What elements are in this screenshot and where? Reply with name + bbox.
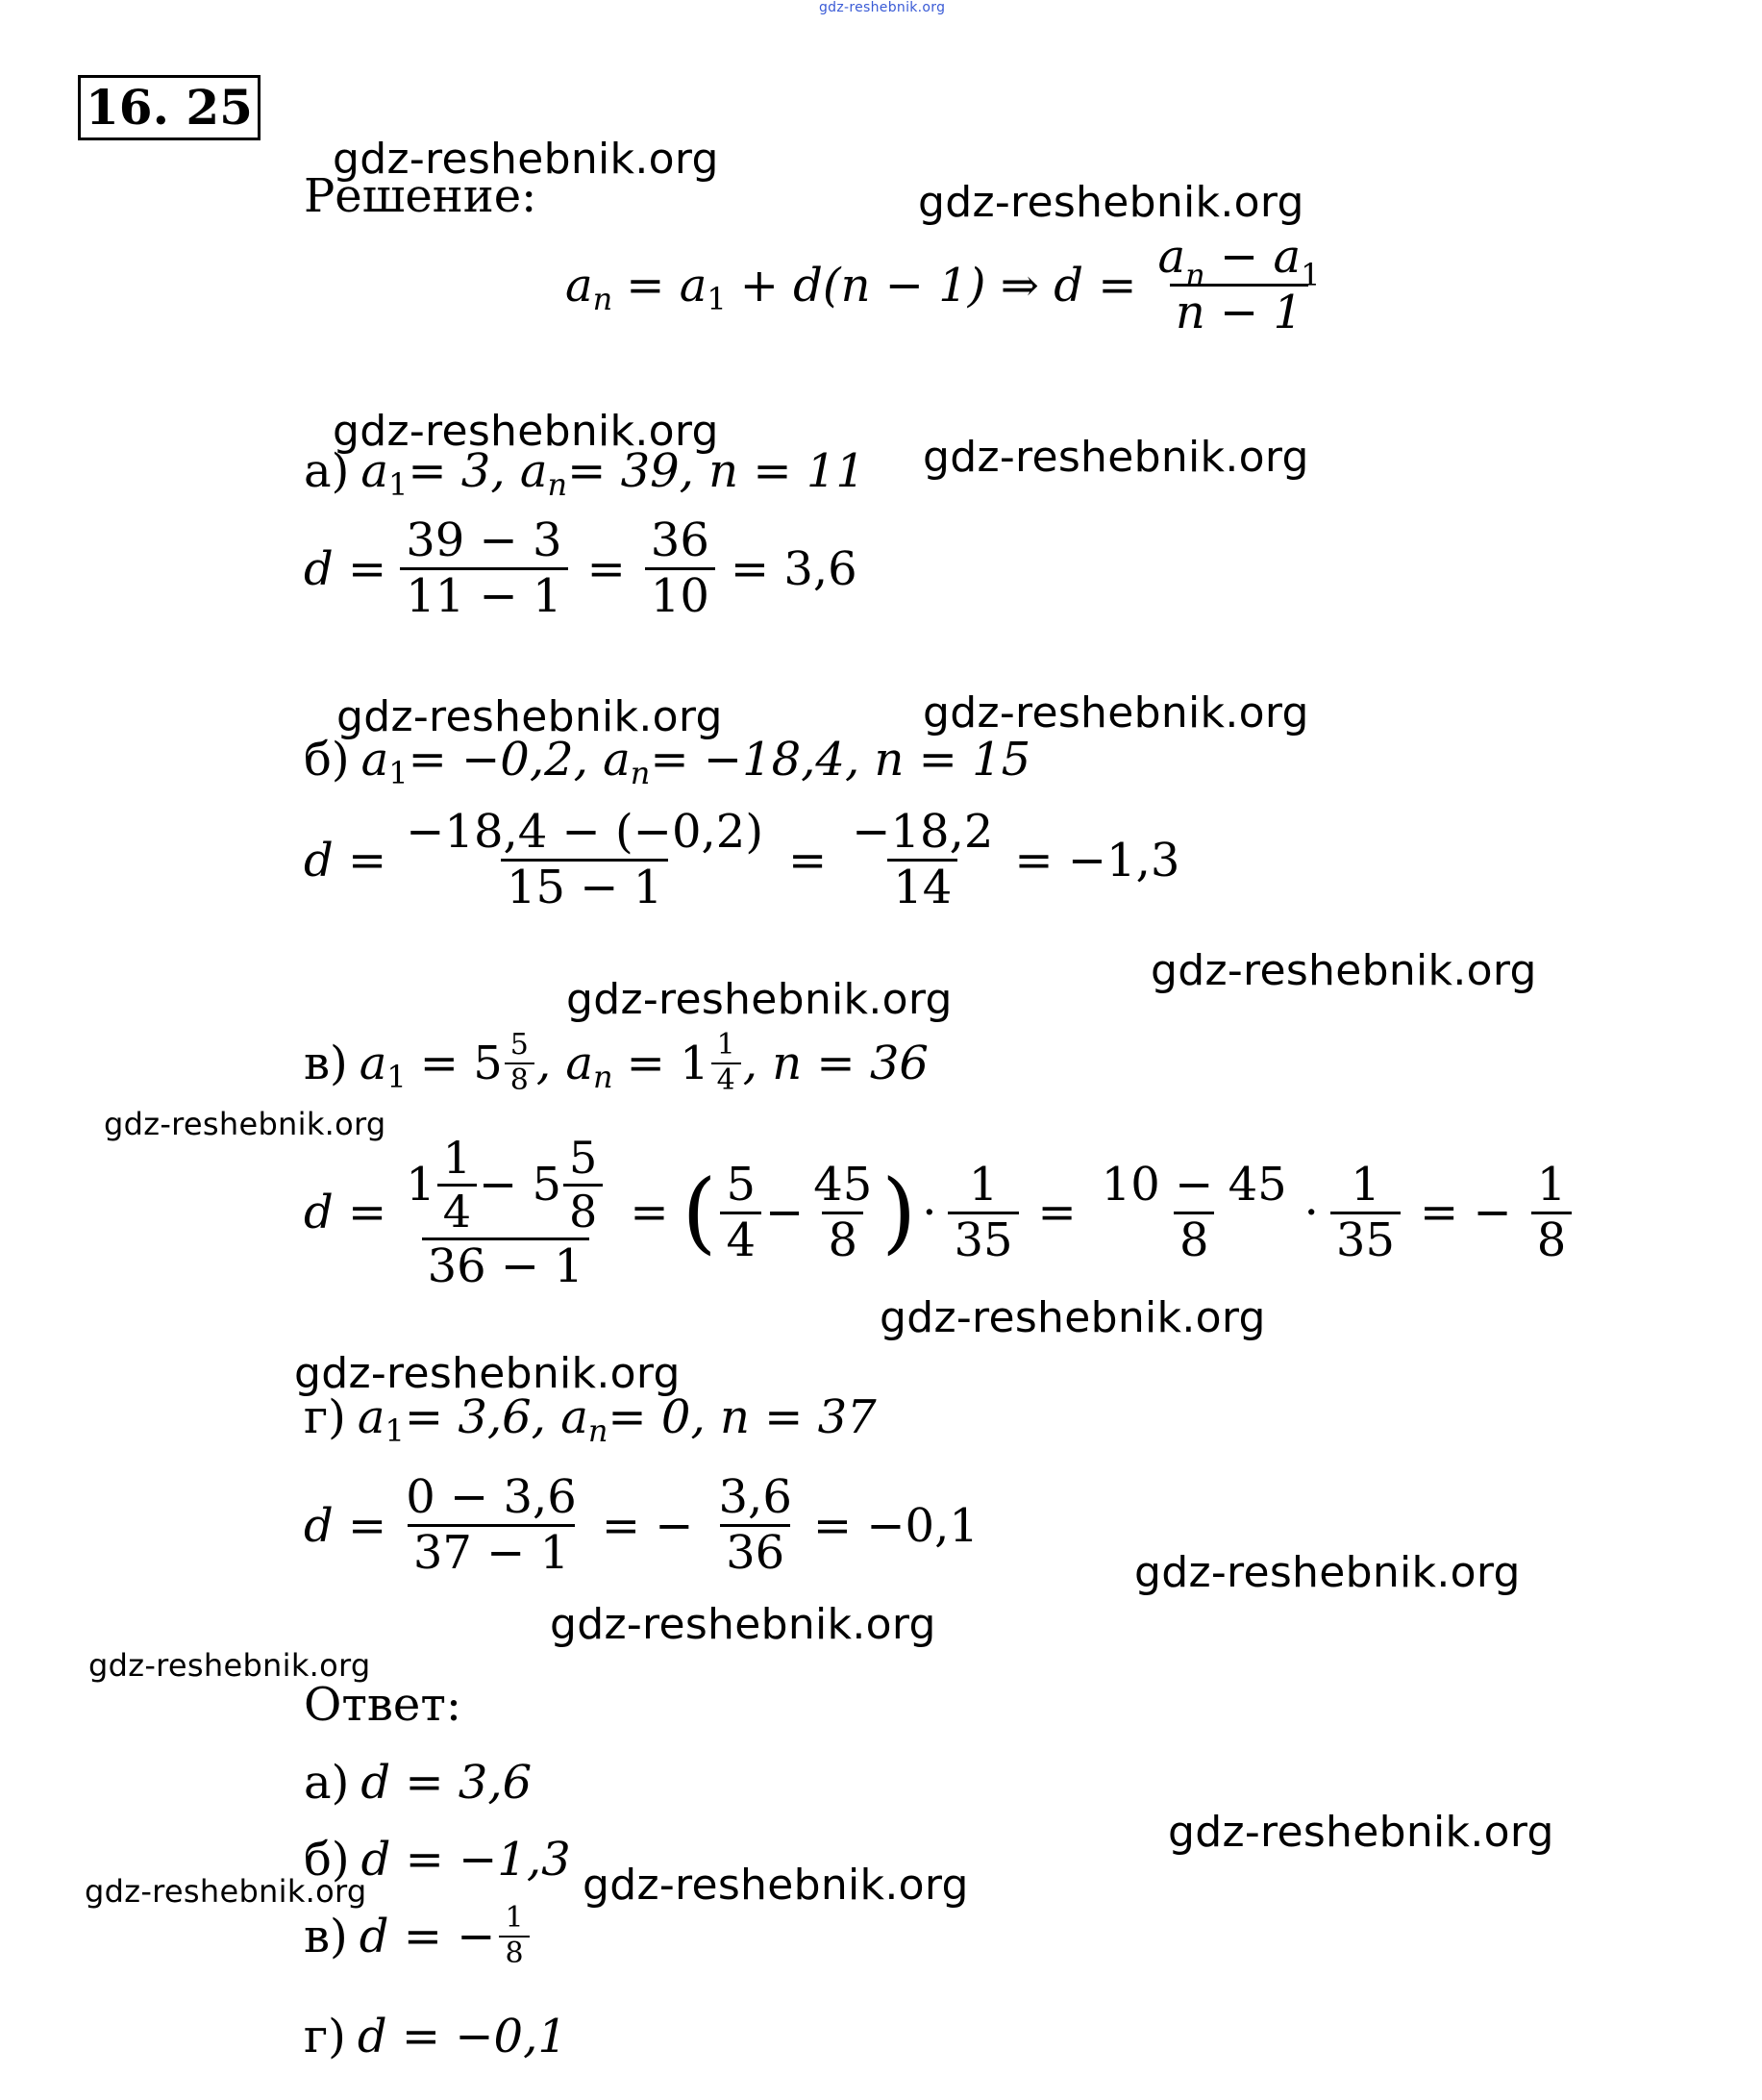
watermark: gdz-reshebnik.org (923, 688, 1309, 738)
watermark: gdz-reshebnik.org (583, 1861, 969, 1910)
answer-label: Ответ: (304, 1678, 462, 1732)
part-g-given: г) a 1 = 3,6, a n = 0, n = 37 (304, 1390, 877, 1449)
answer-g: г) d = −0,1 (304, 2010, 567, 2063)
general-formula: a n = a 1 + d(n − 1) ⇒ d = $\frac{a_n - a_1}{n - 1}$ (565, 230, 1321, 340)
watermark: gdz-reshebnik.org (1134, 1548, 1521, 1597)
part-a-calc: d = $\frac{39 - 3}{11 - 1}$ = $\frac{36}{10}$ = 3,6 (304, 513, 857, 624)
watermark: gdz-reshebnik.org (550, 1600, 936, 1649)
part-b-calc: d = $\frac{-18,4 - (-0,2)}{15 - 1}$ = $\frac{-18,2}{14}$ = −1,3 (304, 805, 1180, 915)
answer-b: б) d = −1,3 (304, 1833, 571, 1887)
watermark: gdz-reshebnik.org (918, 178, 1304, 227)
watermark: gdz-reshebnik.org (88, 1647, 371, 1684)
part-b-given: б) a 1 = −0,2, a n = −18,4, n = 15 (304, 733, 1031, 791)
part-a-given: а) a 1 = 3, a n = 39, n = 11 (304, 444, 865, 503)
watermark-top: gdz-reshebnik.org (819, 0, 946, 15)
solution-label: Решение: (304, 169, 537, 223)
watermark: gdz-reshebnik.org (294, 1349, 681, 1398)
answer-v: в) d = − $\frac{1}{8}$ (304, 1902, 535, 1970)
part-v-calc: d = 1 $\frac{1}{4}$ − 5 $\frac{5}{8}$ 36 − 1 = ( $\frac{5}{4}$ − $\frac{45}{8}$ ) · $\frac{1}{35}$ = $\frac{10 - 45}{8}$ · $\frac{1}{35}$ = − $\frac{1}{8}$ (304, 1133, 1577, 1293)
watermark: gdz-reshebnik.org (85, 1873, 367, 1910)
watermark: gdz-reshebnik.org (566, 975, 953, 1024)
watermark: gdz-reshebnik.org (336, 692, 723, 741)
watermark: gdz-reshebnik.org (333, 407, 719, 456)
watermark: gdz-reshebnik.org (333, 135, 719, 184)
watermark: gdz-reshebnik.org (880, 1293, 1266, 1342)
watermark: gdz-reshebnik.org (1168, 1808, 1554, 1857)
watermark: gdz-reshebnik.org (1151, 946, 1537, 995)
problem-number: 16. 25 (78, 75, 261, 140)
part-g-calc: d = $\frac{0 - 3,6}{37 - 1}$ = − $\frac{3,6}{36}$ = −0,1 (304, 1470, 979, 1581)
answer-a: а) d = 3,6 (304, 1756, 533, 1810)
part-v-given: в) a 1 = 5 $\frac{5}{8}$ , a n = 1 $\frac{1}{4}$ , n = 36 (304, 1028, 929, 1097)
watermark: gdz-reshebnik.org (104, 1106, 386, 1142)
watermark: gdz-reshebnik.org (923, 433, 1309, 482)
